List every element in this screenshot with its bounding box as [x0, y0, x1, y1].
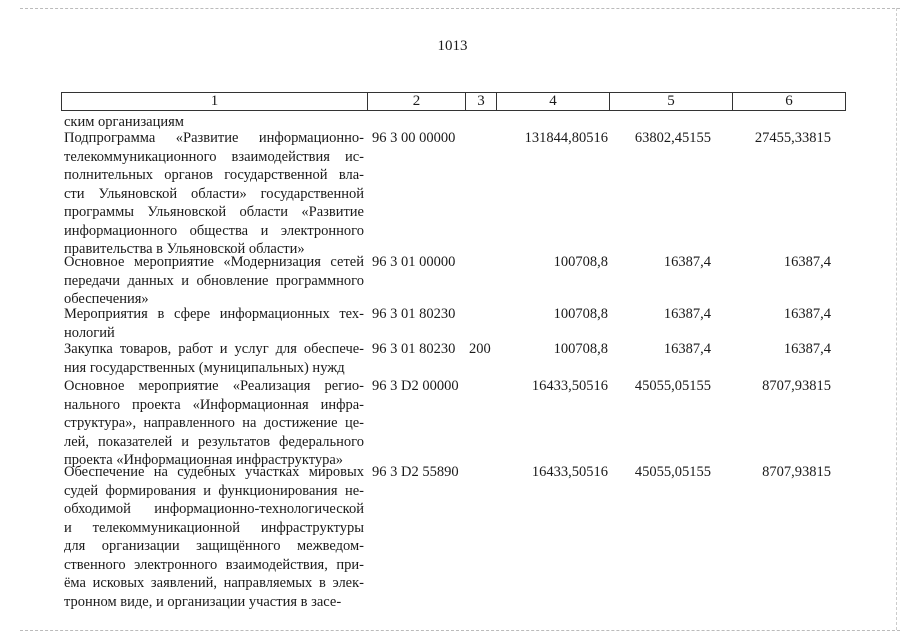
row-value-col5: 16387,4 [663, 341, 711, 357]
description-line: обходимой информационно-технологической [64, 501, 364, 517]
row-value-col4: 16433,50516 [531, 464, 608, 480]
row-target-code: 96 3 01 00000 [372, 254, 456, 270]
row-description [64, 129, 364, 259]
row-value-col4: 100708,8 [553, 341, 608, 357]
row-target-code: 96 3 D2 00000 [372, 378, 459, 394]
row-target-code: 96 3 00 00000 [372, 130, 456, 146]
row-value-col6: 16387,4 [783, 306, 831, 322]
row-value-col5: 45055,05155 [634, 464, 711, 480]
row-value-col4: 100708,8 [553, 306, 608, 322]
header-col-6: 6 [733, 93, 846, 111]
row-description [64, 305, 364, 342]
header-col-5: 5 [610, 93, 733, 111]
description-line: Мероприятия в сфере информационных тех- [64, 306, 364, 322]
row-value-col4: 100708,8 [553, 254, 608, 270]
description-line: структура», направленного на достижение це- [64, 415, 364, 431]
description-line: ния государственных (муниципальных) нужд [64, 359, 345, 376]
description-line: для организации защищённого межведом- [64, 538, 364, 554]
row-value-col4: 131844,80516 [524, 130, 608, 146]
description-line: Закупка товаров, работ и услуг для обеспече- [64, 341, 364, 357]
row-target-code: 96 3 01 80230 [372, 306, 456, 322]
description-line: Основное мероприятие «Реализация регио- [64, 378, 364, 394]
description-line: ёма исковых заявлений, направляемых в элек- [64, 575, 364, 591]
row-description [64, 253, 364, 309]
row-value-col5: 16387,4 [663, 254, 711, 270]
description-line: информационного общества и электронного [64, 222, 364, 239]
column-number-header [61, 92, 846, 111]
description-line: ственного электронного взаимодействия, при- [64, 556, 364, 573]
description-line: ским организациям [64, 114, 184, 130]
scan-border-bottom [20, 630, 900, 631]
row-expense-type: 200 [469, 341, 491, 357]
description-line: правительства в Ульяновской области» [64, 241, 305, 257]
row-target-code: 96 3 D2 55890 [372, 464, 459, 480]
description-line: передачи данных и обновление программного [64, 272, 364, 289]
description-line: нологий [64, 324, 115, 341]
row-value-col6: 8707,93815 [762, 378, 831, 394]
description-line: проекта «Информационная инфраструктура» [64, 452, 344, 468]
row-value-col4: 16433,50516 [531, 378, 608, 394]
row-value-col6: 27455,33815 [754, 130, 831, 146]
description-line: программы Ульяновской области «Развитие [64, 204, 364, 220]
row-value-col5: 63802,45155 [634, 130, 711, 146]
row-value-col6: 8707,93815 [762, 464, 831, 480]
scan-border-right [896, 8, 897, 630]
row-value-col6: 16387,4 [783, 341, 831, 357]
description-line: Подпрограмма «Развитие информационно- [64, 130, 364, 146]
description-line: обеспечения» [64, 291, 149, 307]
description-line: нального проекта «Информационная инфра- [64, 396, 364, 413]
row-value-col5: 45055,05155 [634, 378, 711, 394]
description-line: лей, показателей и результатов федерального [64, 433, 364, 450]
row-description [64, 340, 364, 377]
row-value-col6: 16387,4 [783, 254, 831, 270]
description-line: полнительных органов государственной вла- [64, 167, 364, 183]
header-col-3: 3 [466, 93, 497, 111]
row-value-col5: 16387,4 [663, 306, 711, 322]
row-target-code: 96 3 01 80230 [372, 341, 456, 357]
description-line: судей формирования и функционирования не- [64, 482, 364, 499]
header-col-4: 4 [497, 93, 610, 111]
description-line: Обеспечение на судебных участках мировых [64, 464, 364, 480]
description-line: и телекоммуникационной инфраструктуры [64, 519, 364, 536]
header-row [62, 93, 846, 111]
header-col-1: 1 [62, 93, 368, 111]
page-number: 1013 [437, 38, 468, 54]
description-line: Основное мероприятие «Модернизация сетей [64, 254, 364, 270]
scan-border-top [20, 8, 900, 9]
header-col-2: 2 [368, 93, 466, 111]
description-line: сти Ульяновской области» государственной [64, 185, 364, 202]
row-description [64, 377, 364, 470]
row-description [64, 463, 364, 611]
description-line: тронном виде, и организации участия в засе- [64, 593, 342, 610]
description-line: телекоммуникационного взаимодействия ис- [64, 148, 364, 165]
